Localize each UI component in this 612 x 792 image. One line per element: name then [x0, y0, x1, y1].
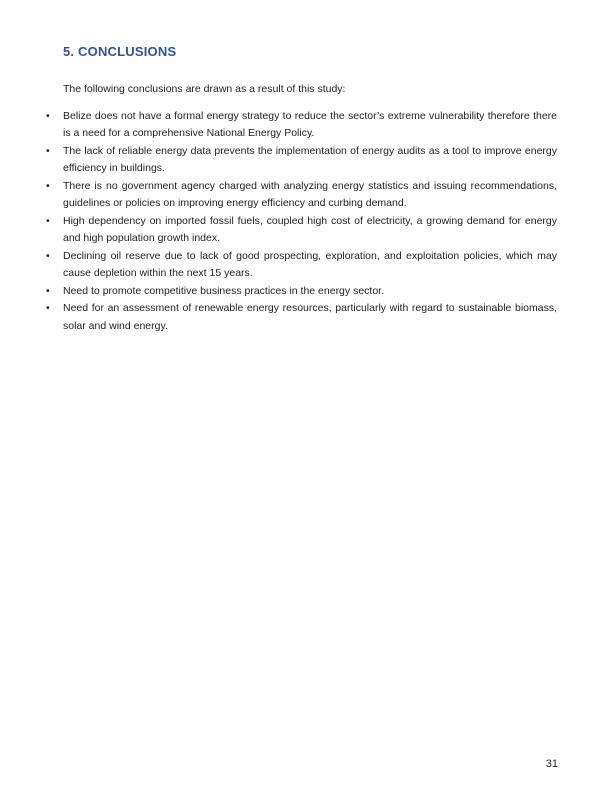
- page-content: [46, 44, 557, 335]
- bullet-marker: •: [46, 179, 50, 192]
- bullet-text: Belize does not have a formal energy strategy to reduce the sector’s extreme vulnerability therefore there is a need for a comprehensive National Energy Policy.: [63, 109, 557, 139]
- bullet-item: [46, 248, 557, 283]
- bullet-item: [46, 143, 557, 178]
- bullet-item: [46, 213, 557, 248]
- section-heading: 5. CONCLUSIONS: [63, 44, 177, 59]
- bullet-marker: •: [46, 214, 50, 227]
- bullet-item: [46, 283, 557, 301]
- bullet-text: The lack of reliable energy data prevents the implementation of energy audits as a tool to improve energy efficiency in buildings.: [63, 144, 557, 174]
- bullet-item: [46, 300, 557, 335]
- bullet-text: There is no government agency charged with analyzing energy statistics and issuing recommendations, guidelines or policies on improving energy efficiency and curbing demand.: [63, 179, 557, 209]
- bullet-text: Declining oil reserve due to lack of good prospecting, exploration, and exploitation policies, which may cause depletion within the next 15 years.: [63, 249, 557, 279]
- conclusions-bullet-list: [46, 108, 557, 336]
- bullet-marker: •: [46, 144, 50, 157]
- bullet-marker: •: [46, 302, 50, 314]
- bullet-text: High dependency on imported fossil fuels, coupled high cost of electricity, a growing demand for energy and high population growth index.: [63, 214, 557, 244]
- page-number: 31: [545, 758, 558, 770]
- bullet-item: [46, 108, 557, 143]
- bullet-marker: •: [46, 249, 50, 262]
- bullet-text: Need to promote competitive business practices in the energy sector.: [63, 284, 384, 297]
- bullet-item: [46, 178, 557, 213]
- bullet-marker: •: [46, 284, 50, 297]
- intro-paragraph: The following conclusions are drawn as a result of this study:: [63, 83, 346, 95]
- bullet-marker: •: [46, 109, 50, 122]
- bullet-text: Need for an assessment of renewable energy resources, particularly with regard to sustainable biomass, solar and wind energy.: [63, 302, 557, 332]
